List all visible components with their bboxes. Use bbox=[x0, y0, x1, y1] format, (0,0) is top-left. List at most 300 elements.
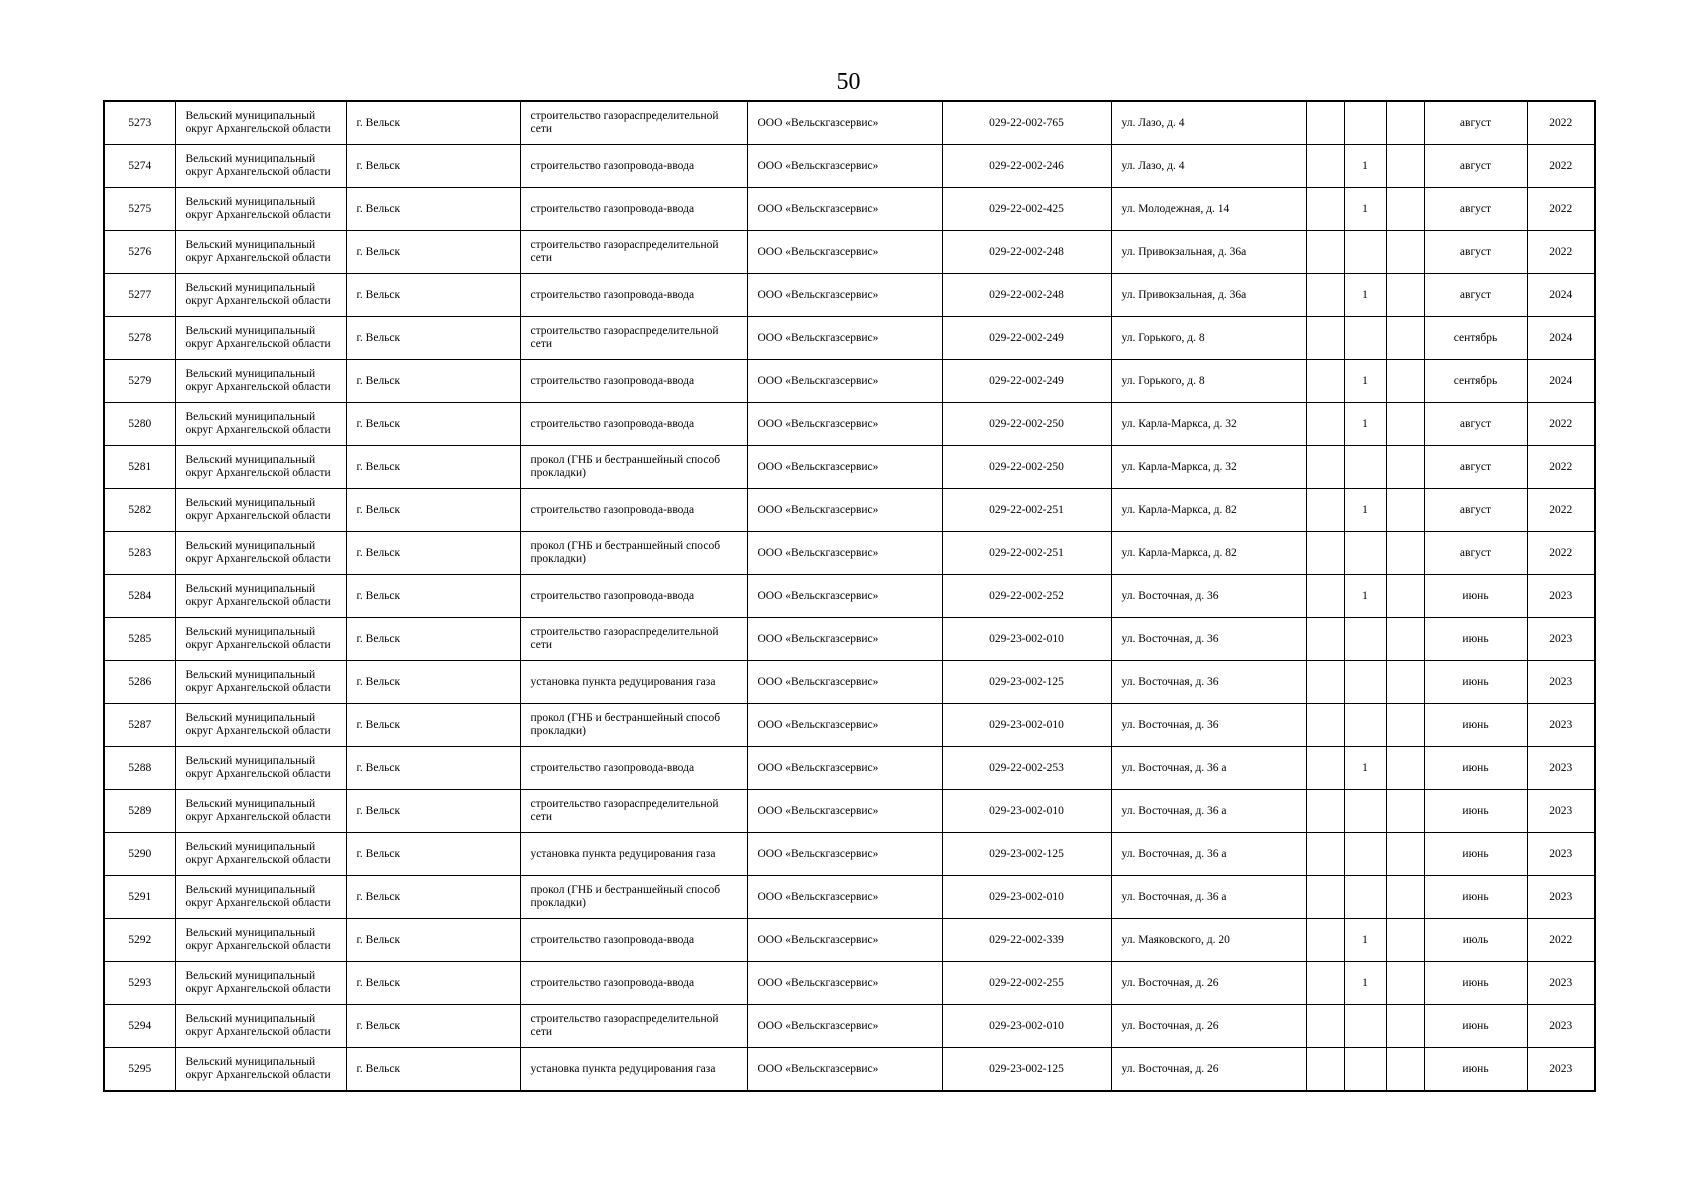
month-cell: июль bbox=[1424, 919, 1527, 962]
row-number: 5283 bbox=[104, 532, 175, 575]
object-code-cell: 029-22-002-246 bbox=[942, 145, 1111, 188]
empty-cell bbox=[1306, 747, 1344, 790]
quantity-cell: 1 bbox=[1344, 188, 1386, 231]
row-number: 5277 bbox=[104, 274, 175, 317]
address-cell: ул. Восточная, д. 26 bbox=[1111, 1048, 1306, 1092]
district-cell: Вельский муниципальный округ Архангельской области bbox=[175, 876, 346, 919]
organization-cell: ООО «Вельскгазсервис» bbox=[747, 618, 942, 661]
object-code-cell: 029-23-002-125 bbox=[942, 833, 1111, 876]
empty-cell bbox=[1306, 962, 1344, 1005]
empty-cell bbox=[1386, 919, 1424, 962]
address-cell: ул. Карла-Маркса, д. 32 bbox=[1111, 403, 1306, 446]
table-row bbox=[104, 231, 1595, 274]
work-type-cell: строительство газораспределительной сети bbox=[520, 317, 747, 360]
organization-cell: ООО «Вельскгазсервис» bbox=[747, 1048, 942, 1092]
city-cell: г. Вельск bbox=[346, 1048, 520, 1092]
empty-cell bbox=[1386, 790, 1424, 833]
district-cell: Вельский муниципальный округ Архангельской области bbox=[175, 575, 346, 618]
empty-cell bbox=[1306, 360, 1344, 403]
row-number: 5278 bbox=[104, 317, 175, 360]
district-cell: Вельский муниципальный округ Архангельской области bbox=[175, 145, 346, 188]
city-cell: г. Вельск bbox=[346, 962, 520, 1005]
month-cell: август bbox=[1424, 231, 1527, 274]
district-cell: Вельский муниципальный округ Архангельской области bbox=[175, 231, 346, 274]
district-cell: Вельский муниципальный округ Архангельской области bbox=[175, 360, 346, 403]
quantity-cell: 1 bbox=[1344, 962, 1386, 1005]
empty-cell bbox=[1306, 403, 1344, 446]
month-cell: июнь bbox=[1424, 1048, 1527, 1092]
address-cell: ул. Маяковского, д. 20 bbox=[1111, 919, 1306, 962]
district-cell: Вельский муниципальный округ Архангельской области bbox=[175, 403, 346, 446]
address-cell: ул. Лазо, д. 4 bbox=[1111, 101, 1306, 145]
empty-cell bbox=[1386, 1005, 1424, 1048]
year-cell: 2023 bbox=[1527, 575, 1595, 618]
work-type-cell: строительство газопровода-ввода bbox=[520, 145, 747, 188]
row-number: 5282 bbox=[104, 489, 175, 532]
table-row bbox=[104, 317, 1595, 360]
city-cell: г. Вельск bbox=[346, 101, 520, 145]
year-cell: 2023 bbox=[1527, 876, 1595, 919]
district-cell: Вельский муниципальный округ Архангельской области bbox=[175, 317, 346, 360]
city-cell: г. Вельск bbox=[346, 145, 520, 188]
district-cell: Вельский муниципальный округ Архангельской области bbox=[175, 446, 346, 489]
object-code-cell: 029-23-002-010 bbox=[942, 876, 1111, 919]
city-cell: г. Вельск bbox=[346, 575, 520, 618]
organization-cell: ООО «Вельскгазсервис» bbox=[747, 101, 942, 145]
year-cell: 2023 bbox=[1527, 747, 1595, 790]
row-number: 5289 bbox=[104, 790, 175, 833]
table-row bbox=[104, 489, 1595, 532]
empty-cell bbox=[1386, 962, 1424, 1005]
district-cell: Вельский муниципальный округ Архангельской области bbox=[175, 790, 346, 833]
work-type-cell: строительство газопровода-ввода bbox=[520, 360, 747, 403]
year-cell: 2024 bbox=[1527, 317, 1595, 360]
work-type-cell: строительство газопровода-ввода bbox=[520, 962, 747, 1005]
district-cell: Вельский муниципальный округ Архангельской области bbox=[175, 661, 346, 704]
quantity-cell bbox=[1344, 790, 1386, 833]
quantity-cell bbox=[1344, 231, 1386, 274]
organization-cell: ООО «Вельскгазсервис» bbox=[747, 489, 942, 532]
quantity-cell: 1 bbox=[1344, 575, 1386, 618]
city-cell: г. Вельск bbox=[346, 790, 520, 833]
city-cell: г. Вельск bbox=[346, 403, 520, 446]
empty-cell bbox=[1386, 188, 1424, 231]
quantity-cell: 1 bbox=[1344, 145, 1386, 188]
quantity-cell bbox=[1344, 446, 1386, 489]
organization-cell: ООО «Вельскгазсервис» bbox=[747, 833, 942, 876]
organization-cell: ООО «Вельскгазсервис» bbox=[747, 317, 942, 360]
year-cell: 2024 bbox=[1527, 274, 1595, 317]
empty-cell bbox=[1386, 446, 1424, 489]
address-cell: ул. Лазо, д. 4 bbox=[1111, 145, 1306, 188]
work-type-cell: строительство газораспределительной сети bbox=[520, 231, 747, 274]
district-cell: Вельский муниципальный округ Архангельской области bbox=[175, 101, 346, 145]
organization-cell: ООО «Вельскгазсервис» bbox=[747, 962, 942, 1005]
empty-cell bbox=[1306, 661, 1344, 704]
address-cell: ул. Горького, д. 8 bbox=[1111, 360, 1306, 403]
organization-cell: ООО «Вельскгазсервис» bbox=[747, 446, 942, 489]
organization-cell: ООО «Вельскгазсервис» bbox=[747, 876, 942, 919]
month-cell: август bbox=[1424, 403, 1527, 446]
quantity-cell: 1 bbox=[1344, 403, 1386, 446]
address-cell: ул. Карла-Маркса, д. 82 bbox=[1111, 532, 1306, 575]
city-cell: г. Вельск bbox=[346, 532, 520, 575]
city-cell: г. Вельск bbox=[346, 188, 520, 231]
work-type-cell: строительство газораспределительной сети bbox=[520, 618, 747, 661]
table-row bbox=[104, 661, 1595, 704]
table-row bbox=[104, 101, 1595, 145]
table-row bbox=[104, 833, 1595, 876]
empty-cell bbox=[1386, 704, 1424, 747]
table-row bbox=[104, 618, 1595, 661]
month-cell: июнь bbox=[1424, 747, 1527, 790]
registry-table bbox=[103, 100, 1596, 1092]
work-type-cell: строительство газопровода-ввода bbox=[520, 403, 747, 446]
month-cell: сентябрь bbox=[1424, 360, 1527, 403]
object-code-cell: 029-22-002-425 bbox=[942, 188, 1111, 231]
object-code-cell: 029-22-002-765 bbox=[942, 101, 1111, 145]
object-code-cell: 029-22-002-253 bbox=[942, 747, 1111, 790]
address-cell: ул. Восточная, д. 36 bbox=[1111, 575, 1306, 618]
year-cell: 2023 bbox=[1527, 1048, 1595, 1092]
empty-cell bbox=[1386, 317, 1424, 360]
year-cell: 2022 bbox=[1527, 145, 1595, 188]
row-number: 5295 bbox=[104, 1048, 175, 1092]
work-type-cell: прокол (ГНБ и бестраншейный способ прокладки) bbox=[520, 876, 747, 919]
city-cell: г. Вельск bbox=[346, 919, 520, 962]
row-number: 5284 bbox=[104, 575, 175, 618]
month-cell: сентябрь bbox=[1424, 317, 1527, 360]
empty-cell bbox=[1386, 532, 1424, 575]
month-cell: июнь bbox=[1424, 876, 1527, 919]
work-type-cell: строительство газопровода-ввода bbox=[520, 489, 747, 532]
quantity-cell bbox=[1344, 661, 1386, 704]
object-code-cell: 029-22-002-251 bbox=[942, 489, 1111, 532]
object-code-cell: 029-23-002-125 bbox=[942, 661, 1111, 704]
organization-cell: ООО «Вельскгазсервис» bbox=[747, 231, 942, 274]
district-cell: Вельский муниципальный округ Архангельской области bbox=[175, 962, 346, 1005]
work-type-cell: прокол (ГНБ и бестраншейный способ прокладки) bbox=[520, 704, 747, 747]
quantity-cell bbox=[1344, 1048, 1386, 1092]
year-cell: 2023 bbox=[1527, 704, 1595, 747]
row-number: 5292 bbox=[104, 919, 175, 962]
address-cell: ул. Восточная, д. 36 а bbox=[1111, 876, 1306, 919]
work-type-cell: установка пункта редуцирования газа bbox=[520, 661, 747, 704]
year-cell: 2023 bbox=[1527, 1005, 1595, 1048]
address-cell: ул. Восточная, д. 26 bbox=[1111, 1005, 1306, 1048]
city-cell: г. Вельск bbox=[346, 618, 520, 661]
city-cell: г. Вельск bbox=[346, 231, 520, 274]
quantity-cell bbox=[1344, 704, 1386, 747]
district-cell: Вельский муниципальный округ Архангельской области bbox=[175, 618, 346, 661]
object-code-cell: 029-22-002-250 bbox=[942, 446, 1111, 489]
month-cell: июнь bbox=[1424, 704, 1527, 747]
table-row bbox=[104, 403, 1595, 446]
month-cell: июнь bbox=[1424, 661, 1527, 704]
empty-cell bbox=[1306, 1048, 1344, 1092]
year-cell: 2022 bbox=[1527, 188, 1595, 231]
work-type-cell: строительство газопровода-ввода bbox=[520, 575, 747, 618]
empty-cell bbox=[1306, 618, 1344, 661]
empty-cell bbox=[1306, 919, 1344, 962]
work-type-cell: строительство газопровода-ввода bbox=[520, 188, 747, 231]
address-cell: ул. Карла-Маркса, д. 32 bbox=[1111, 446, 1306, 489]
empty-cell bbox=[1306, 575, 1344, 618]
work-type-cell: строительство газораспределительной сети bbox=[520, 101, 747, 145]
quantity-cell bbox=[1344, 1005, 1386, 1048]
organization-cell: ООО «Вельскгазсервис» bbox=[747, 188, 942, 231]
row-number: 5286 bbox=[104, 661, 175, 704]
year-cell: 2023 bbox=[1527, 790, 1595, 833]
table-row bbox=[104, 962, 1595, 1005]
organization-cell: ООО «Вельскгазсервис» bbox=[747, 145, 942, 188]
address-cell: ул. Горького, д. 8 bbox=[1111, 317, 1306, 360]
year-cell: 2023 bbox=[1527, 661, 1595, 704]
table-row bbox=[104, 575, 1595, 618]
work-type-cell: прокол (ГНБ и бестраншейный способ прокладки) bbox=[520, 446, 747, 489]
empty-cell bbox=[1386, 618, 1424, 661]
row-number: 5294 bbox=[104, 1005, 175, 1048]
row-number: 5293 bbox=[104, 962, 175, 1005]
empty-cell bbox=[1306, 704, 1344, 747]
page-number: 50 bbox=[836, 69, 861, 95]
work-type-cell: строительство газораспределительной сети bbox=[520, 790, 747, 833]
empty-cell bbox=[1386, 876, 1424, 919]
empty-cell bbox=[1386, 661, 1424, 704]
organization-cell: ООО «Вельскгазсервис» bbox=[747, 575, 942, 618]
empty-cell bbox=[1306, 101, 1344, 145]
year-cell: 2022 bbox=[1527, 403, 1595, 446]
empty-cell bbox=[1306, 833, 1344, 876]
quantity-cell: 1 bbox=[1344, 919, 1386, 962]
city-cell: г. Вельск bbox=[346, 489, 520, 532]
year-cell: 2022 bbox=[1527, 919, 1595, 962]
quantity-cell: 1 bbox=[1344, 360, 1386, 403]
city-cell: г. Вельск bbox=[346, 274, 520, 317]
quantity-cell: 1 bbox=[1344, 489, 1386, 532]
year-cell: 2024 bbox=[1527, 360, 1595, 403]
city-cell: г. Вельск bbox=[346, 317, 520, 360]
empty-cell bbox=[1306, 188, 1344, 231]
district-cell: Вельский муниципальный округ Архангельской области bbox=[175, 747, 346, 790]
row-number: 5274 bbox=[104, 145, 175, 188]
table-row bbox=[104, 919, 1595, 962]
district-cell: Вельский муниципальный округ Архангельской области bbox=[175, 919, 346, 962]
row-number: 5275 bbox=[104, 188, 175, 231]
organization-cell: ООО «Вельскгазсервис» bbox=[747, 704, 942, 747]
empty-cell bbox=[1306, 1005, 1344, 1048]
row-number: 5281 bbox=[104, 446, 175, 489]
object-code-cell: 029-22-002-248 bbox=[942, 274, 1111, 317]
object-code-cell: 029-22-002-248 bbox=[942, 231, 1111, 274]
empty-cell bbox=[1306, 446, 1344, 489]
work-type-cell: установка пункта редуцирования газа bbox=[520, 833, 747, 876]
table-row bbox=[104, 446, 1595, 489]
table-row bbox=[104, 1048, 1595, 1092]
work-type-cell: строительство газораспределительной сети bbox=[520, 1005, 747, 1048]
city-cell: г. Вельск bbox=[346, 446, 520, 489]
empty-cell bbox=[1306, 876, 1344, 919]
district-cell: Вельский муниципальный округ Архангельской области bbox=[175, 704, 346, 747]
quantity-cell bbox=[1344, 532, 1386, 575]
empty-cell bbox=[1386, 747, 1424, 790]
month-cell: август bbox=[1424, 101, 1527, 145]
address-cell: ул. Восточная, д. 36 а bbox=[1111, 790, 1306, 833]
month-cell: июнь bbox=[1424, 790, 1527, 833]
district-cell: Вельский муниципальный округ Архангельской области bbox=[175, 188, 346, 231]
table-row bbox=[104, 274, 1595, 317]
row-number: 5291 bbox=[104, 876, 175, 919]
district-cell: Вельский муниципальный округ Архангельской области bbox=[175, 833, 346, 876]
organization-cell: ООО «Вельскгазсервис» bbox=[747, 919, 942, 962]
district-cell: Вельский муниципальный округ Архангельской области bbox=[175, 274, 346, 317]
row-number: 5280 bbox=[104, 403, 175, 446]
city-cell: г. Вельск bbox=[346, 704, 520, 747]
empty-cell bbox=[1306, 274, 1344, 317]
object-code-cell: 029-22-002-252 bbox=[942, 575, 1111, 618]
address-cell: ул. Привокзальная, д. 36а bbox=[1111, 231, 1306, 274]
address-cell: ул. Восточная, д. 26 bbox=[1111, 962, 1306, 1005]
table-row bbox=[104, 747, 1595, 790]
address-cell: ул. Восточная, д. 36 а bbox=[1111, 747, 1306, 790]
table-row bbox=[104, 704, 1595, 747]
table-row bbox=[104, 532, 1595, 575]
month-cell: август bbox=[1424, 274, 1527, 317]
row-number: 5276 bbox=[104, 231, 175, 274]
address-cell: ул. Восточная, д. 36 а bbox=[1111, 833, 1306, 876]
month-cell: июнь bbox=[1424, 575, 1527, 618]
object-code-cell: 029-22-002-255 bbox=[942, 962, 1111, 1005]
city-cell: г. Вельск bbox=[346, 661, 520, 704]
table-row bbox=[104, 188, 1595, 231]
object-code-cell: 029-22-002-251 bbox=[942, 532, 1111, 575]
empty-cell bbox=[1306, 317, 1344, 360]
organization-cell: ООО «Вельскгазсервис» bbox=[747, 274, 942, 317]
quantity-cell bbox=[1344, 618, 1386, 661]
month-cell: июнь bbox=[1424, 962, 1527, 1005]
work-type-cell: прокол (ГНБ и бестраншейный способ прокладки) bbox=[520, 532, 747, 575]
table-row bbox=[104, 145, 1595, 188]
quantity-cell: 1 bbox=[1344, 274, 1386, 317]
year-cell: 2022 bbox=[1527, 101, 1595, 145]
address-cell: ул. Восточная, д. 36 bbox=[1111, 661, 1306, 704]
month-cell: август bbox=[1424, 446, 1527, 489]
address-cell: ул. Карла-Маркса, д. 82 bbox=[1111, 489, 1306, 532]
year-cell: 2023 bbox=[1527, 962, 1595, 1005]
object-code-cell: 029-22-002-250 bbox=[942, 403, 1111, 446]
empty-cell bbox=[1386, 274, 1424, 317]
work-type-cell: строительство газопровода-ввода bbox=[520, 274, 747, 317]
row-number: 5288 bbox=[104, 747, 175, 790]
month-cell: июнь bbox=[1424, 1005, 1527, 1048]
row-number: 5273 bbox=[104, 101, 175, 145]
organization-cell: ООО «Вельскгазсервис» bbox=[747, 1005, 942, 1048]
quantity-cell: 1 bbox=[1344, 747, 1386, 790]
month-cell: июнь bbox=[1424, 833, 1527, 876]
empty-cell bbox=[1386, 833, 1424, 876]
month-cell: август bbox=[1424, 489, 1527, 532]
object-code-cell: 029-23-002-010 bbox=[942, 790, 1111, 833]
organization-cell: ООО «Вельскгазсервис» bbox=[747, 661, 942, 704]
object-code-cell: 029-23-002-010 bbox=[942, 704, 1111, 747]
city-cell: г. Вельск bbox=[346, 360, 520, 403]
district-cell: Вельский муниципальный округ Архангельской области bbox=[175, 1005, 346, 1048]
district-cell: Вельский муниципальный округ Архангельской области bbox=[175, 1048, 346, 1092]
month-cell: август bbox=[1424, 188, 1527, 231]
address-cell: ул. Молодежная, д. 14 bbox=[1111, 188, 1306, 231]
empty-cell bbox=[1306, 790, 1344, 833]
organization-cell: ООО «Вельскгазсервис» bbox=[747, 790, 942, 833]
district-cell: Вельский муниципальный округ Архангельской области bbox=[175, 489, 346, 532]
row-number: 5290 bbox=[104, 833, 175, 876]
city-cell: г. Вельск bbox=[346, 747, 520, 790]
work-type-cell: установка пункта редуцирования газа bbox=[520, 1048, 747, 1092]
row-number: 5287 bbox=[104, 704, 175, 747]
empty-cell bbox=[1386, 101, 1424, 145]
empty-cell bbox=[1386, 231, 1424, 274]
quantity-cell bbox=[1344, 317, 1386, 360]
city-cell: г. Вельск bbox=[346, 1005, 520, 1048]
empty-cell bbox=[1386, 1048, 1424, 1092]
work-type-cell: строительство газопровода-ввода bbox=[520, 919, 747, 962]
organization-cell: ООО «Вельскгазсервис» bbox=[747, 403, 942, 446]
quantity-cell bbox=[1344, 876, 1386, 919]
object-code-cell: 029-22-002-249 bbox=[942, 317, 1111, 360]
organization-cell: ООО «Вельскгазсервис» bbox=[747, 532, 942, 575]
table-row bbox=[104, 790, 1595, 833]
empty-cell bbox=[1386, 145, 1424, 188]
object-code-cell: 029-22-002-339 bbox=[942, 919, 1111, 962]
year-cell: 2023 bbox=[1527, 618, 1595, 661]
empty-cell bbox=[1386, 489, 1424, 532]
object-code-cell: 029-23-002-010 bbox=[942, 1005, 1111, 1048]
city-cell: г. Вельск bbox=[346, 876, 520, 919]
object-code-cell: 029-23-002-125 bbox=[942, 1048, 1111, 1092]
empty-cell bbox=[1386, 360, 1424, 403]
organization-cell: ООО «Вельскгазсервис» bbox=[747, 360, 942, 403]
quantity-cell bbox=[1344, 101, 1386, 145]
address-cell: ул. Восточная, д. 36 bbox=[1111, 704, 1306, 747]
year-cell: 2022 bbox=[1527, 231, 1595, 274]
object-code-cell: 029-23-002-010 bbox=[942, 618, 1111, 661]
empty-cell bbox=[1386, 575, 1424, 618]
row-number: 5285 bbox=[104, 618, 175, 661]
year-cell: 2022 bbox=[1527, 446, 1595, 489]
empty-cell bbox=[1386, 403, 1424, 446]
row-number: 5279 bbox=[104, 360, 175, 403]
quantity-cell bbox=[1344, 833, 1386, 876]
table-row bbox=[104, 876, 1595, 919]
address-cell: ул. Восточная, д. 36 bbox=[1111, 618, 1306, 661]
district-cell: Вельский муниципальный округ Архангельской области bbox=[175, 532, 346, 575]
city-cell: г. Вельск bbox=[346, 833, 520, 876]
month-cell: август bbox=[1424, 532, 1527, 575]
table-row bbox=[104, 360, 1595, 403]
year-cell: 2022 bbox=[1527, 489, 1595, 532]
empty-cell bbox=[1306, 231, 1344, 274]
object-code-cell: 029-22-002-249 bbox=[942, 360, 1111, 403]
year-cell: 2022 bbox=[1527, 532, 1595, 575]
empty-cell bbox=[1306, 489, 1344, 532]
table-row bbox=[104, 1005, 1595, 1048]
work-type-cell: строительство газопровода-ввода bbox=[520, 747, 747, 790]
empty-cell bbox=[1306, 145, 1344, 188]
month-cell: июнь bbox=[1424, 618, 1527, 661]
month-cell: август bbox=[1424, 145, 1527, 188]
organization-cell: ООО «Вельскгазсервис» bbox=[747, 747, 942, 790]
address-cell: ул. Привокзальная, д. 36а bbox=[1111, 274, 1306, 317]
year-cell: 2023 bbox=[1527, 833, 1595, 876]
